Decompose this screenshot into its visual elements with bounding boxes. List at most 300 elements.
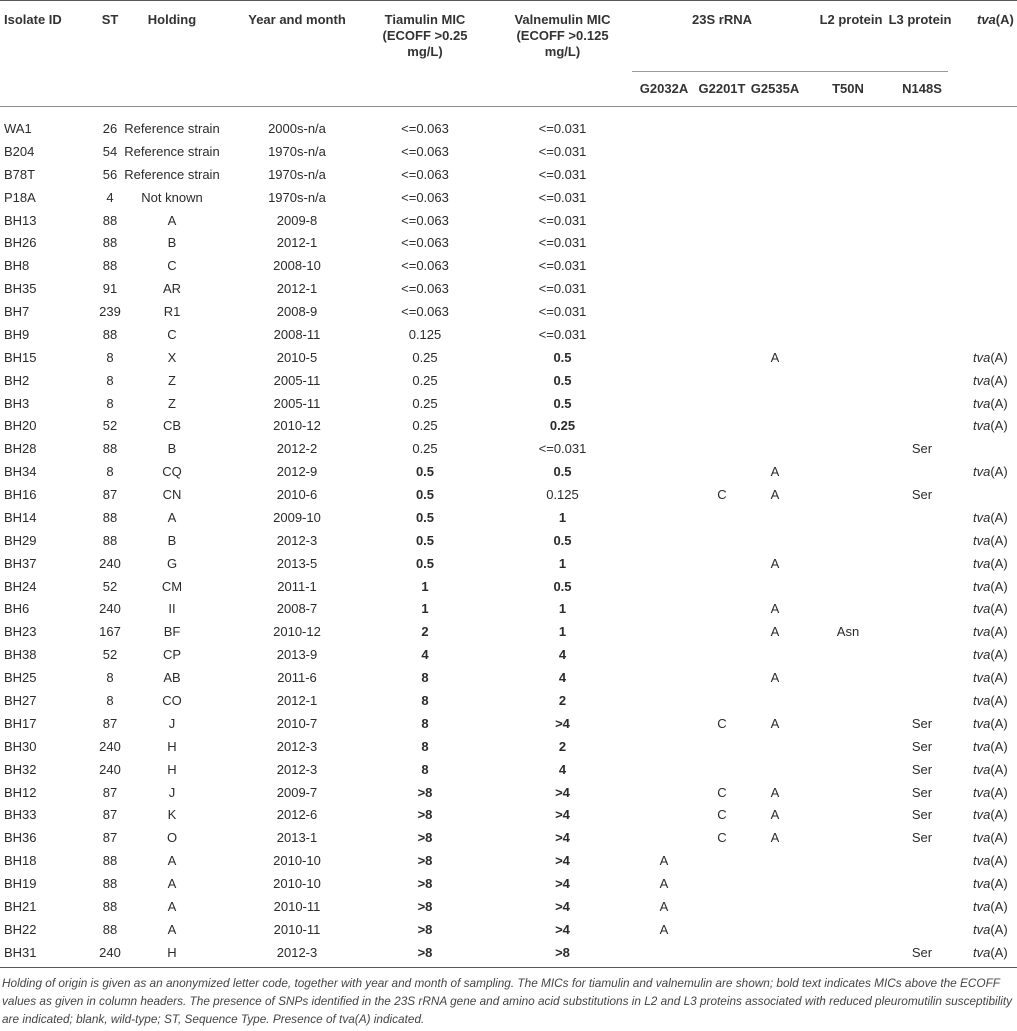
cell-st: 239	[99, 304, 121, 319]
cell-g2535a: A	[770, 830, 780, 845]
cell-tva-italic: tva	[973, 945, 991, 960]
cell-year-month: 2009-7	[276, 785, 318, 800]
cell-holding: A	[167, 922, 177, 937]
cell-st: 8	[106, 464, 114, 479]
cell-isolate-id: BH12	[4, 785, 37, 800]
cell-valnemulin: >4	[555, 807, 570, 822]
cell-tiamulin: 0.25	[412, 373, 438, 388]
cell-g2535a: A	[770, 487, 780, 502]
header-year-month: Year and month	[248, 12, 346, 27]
cell-valnemulin: 2	[558, 693, 567, 708]
cell-st: 8	[106, 350, 114, 365]
cell-isolate-id: P18A	[4, 190, 36, 205]
cell-valnemulin: <=0.031	[538, 144, 587, 159]
cell-st: 8	[106, 693, 114, 708]
cell-tiamulin: <=0.063	[401, 144, 449, 159]
cell-tva-italic: tva	[973, 830, 991, 845]
cell-valnemulin: 0.125	[546, 487, 579, 502]
cell-isolate-id: BH16	[4, 487, 37, 502]
cell-year-month: 2010-11	[273, 922, 321, 937]
cell-tva-italic: tva	[973, 807, 991, 822]
cell-valnemulin: 1	[558, 624, 567, 639]
cell-holding: CP	[162, 647, 182, 662]
cell-valnemulin: >4	[555, 899, 570, 914]
cell-tiamulin: <=0.063	[401, 281, 449, 296]
cell-isolate-id: BH2	[4, 373, 30, 388]
cell-tva-suffix: (A)	[990, 556, 1008, 571]
cell-n148s: Ser	[911, 487, 933, 502]
cell-isolate-id: B204	[4, 144, 35, 159]
cell-tva	[973, 556, 1008, 572]
header-tiamulin-mic	[365, 12, 485, 60]
cell-st: 88	[102, 876, 118, 891]
cell-g2032a: A	[659, 853, 669, 868]
cell-tva	[973, 899, 1008, 915]
cell-holding: H	[167, 945, 177, 960]
cell-tva-italic: tva	[973, 350, 991, 365]
cell-tiamulin: <=0.063	[401, 304, 449, 319]
cell-valnemulin: 0.5	[553, 373, 572, 388]
cell-n148s: Ser	[911, 945, 933, 960]
cell-holding: B	[167, 441, 177, 456]
header-isolate-id: Isolate ID	[4, 12, 62, 27]
cell-tiamulin: 2	[421, 624, 429, 639]
cell-tva-suffix: (A)	[990, 945, 1008, 960]
cell-st: 52	[102, 647, 118, 662]
cell-isolate-id: BH38	[4, 647, 37, 662]
cell-holding: B	[167, 533, 177, 548]
cell-valnemulin: >4	[555, 876, 570, 891]
cell-holding: G	[166, 556, 178, 571]
cell-tiamulin: <=0.063	[401, 121, 449, 136]
cell-g2535a: A	[770, 556, 780, 571]
cell-year-month: 2013-5	[276, 556, 318, 571]
cell-st: 88	[102, 235, 118, 250]
cell-tva	[973, 373, 1008, 389]
cell-valnemulin: <=0.031	[538, 121, 587, 136]
cell-holding: Z	[168, 373, 176, 388]
cell-isolate-id: BH8	[4, 258, 30, 273]
cell-holding: K	[167, 807, 177, 822]
cell-tva-italic: tva	[973, 373, 991, 388]
header-l2-protein: L2 protein	[819, 12, 883, 27]
cell-tva-italic: tva	[973, 762, 991, 777]
cell-st: 88	[102, 258, 118, 273]
cell-year-month: 2000s-n/a	[268, 121, 326, 136]
cell-tiamulin: <=0.063	[401, 213, 449, 228]
cell-valnemulin: >4	[555, 853, 570, 868]
cell-holding: O	[166, 830, 178, 845]
cell-tva	[973, 945, 1008, 961]
cell-isolate-id: BH6	[4, 601, 30, 616]
header-n148s: N148S	[902, 81, 942, 96]
cell-n148s: Ser	[911, 739, 933, 754]
cell-year-month: 2012-3	[276, 945, 318, 960]
cell-holding: A	[167, 510, 177, 525]
cell-tva-suffix: (A)	[990, 762, 1008, 777]
cell-st: 88	[102, 213, 118, 228]
cell-tiamulin: 0.5	[415, 510, 435, 525]
cell-tva-italic: tva	[973, 464, 991, 479]
table-caption: Holding of origin is given as an anonymized letter code, together with year and month of sampling. The MICs for tiamulin and valnemulin are shown; bold text indicates MICs above the ECOFF values as given in column headers. The presence of SNPs identified in the 23S rRNA gene and amino acid substitutions in L2 and L3 proteins associated with reduced pleuromutilin susceptibility are indicated; blank, wild-type; ST, Sequence Type. Presence of tva(A) indicated.	[2, 976, 1013, 1026]
cell-tva-italic: tva	[973, 647, 991, 662]
cell-tva-suffix: (A)	[990, 373, 1008, 388]
cell-tva-italic: tva	[973, 418, 991, 433]
cell-tva-italic: tva	[973, 624, 991, 639]
header-tva-suffix: (A)	[995, 12, 1014, 27]
cell-tva-suffix: (A)	[990, 853, 1008, 868]
header-23s-rrna: 23S rRNA	[692, 12, 752, 27]
cell-g2535a: A	[770, 350, 780, 365]
header-tiamulin-line-1: Tiamulin MIC	[384, 12, 466, 27]
cell-g2535a: A	[770, 624, 780, 639]
cell-tva	[973, 350, 1008, 366]
cell-isolate-id: BH33	[4, 807, 37, 822]
cell-year-month: 2012-9	[276, 464, 318, 479]
cell-tva-suffix: (A)	[990, 464, 1008, 479]
cell-g2535a: A	[770, 785, 780, 800]
cell-valnemulin: >4	[555, 830, 570, 845]
cell-tva	[973, 579, 1008, 595]
cell-isolate-id: BH28	[4, 441, 37, 456]
cell-holding: A	[167, 213, 177, 228]
header-tva	[977, 12, 1014, 28]
cell-tiamulin: >8	[417, 807, 433, 822]
cell-st: 8	[106, 373, 114, 388]
cell-tva-italic: tva	[973, 739, 991, 754]
cell-g2535a: A	[770, 670, 780, 685]
cell-holding: A	[167, 876, 177, 891]
cell-year-month: 2012-1	[276, 693, 318, 708]
cell-valnemulin: <=0.031	[538, 167, 587, 182]
subheader-divider	[632, 71, 948, 72]
cell-tiamulin: 0.5	[415, 533, 435, 548]
cell-st: 4	[106, 190, 114, 205]
cell-g2032a: A	[659, 899, 669, 914]
cell-st: 88	[102, 899, 118, 914]
cell-year-month: 2010-11	[273, 899, 321, 914]
cell-g2201t: C	[717, 716, 727, 731]
cell-valnemulin: <=0.031	[538, 190, 587, 205]
cell-tiamulin: 1	[421, 579, 429, 594]
cell-year-month: 2010-5	[276, 350, 318, 365]
cell-st: 240	[99, 762, 121, 777]
cell-st: 88	[102, 327, 118, 342]
cell-isolate-id: WA1	[4, 121, 32, 136]
cell-year-month: 2011-6	[277, 670, 317, 685]
cell-tiamulin: 8	[421, 693, 429, 708]
cell-tva	[973, 830, 1008, 846]
cell-holding: Reference strain	[124, 167, 220, 182]
cell-isolate-id: BH23	[4, 624, 37, 639]
header-g2032a: G2032A	[639, 81, 689, 96]
cell-valnemulin: <=0.031	[538, 213, 587, 228]
cell-g2201t: C	[717, 807, 727, 822]
cell-year-month: 2005-11	[273, 373, 321, 388]
cell-tva	[973, 396, 1008, 412]
cell-st: 52	[102, 579, 118, 594]
cell-valnemulin: 1	[558, 556, 567, 571]
cell-holding: J	[168, 716, 176, 731]
cell-tva-suffix: (A)	[990, 396, 1008, 411]
cell-g2032a: A	[659, 876, 669, 891]
cell-holding: R1	[163, 304, 181, 319]
cell-holding: AB	[163, 670, 181, 685]
header-valnemulin-line-3: mg/L)	[544, 44, 581, 59]
cell-valnemulin: <=0.031	[538, 258, 587, 273]
cell-tiamulin: <=0.063	[401, 190, 449, 205]
cell-year-month: 2011-1	[277, 579, 317, 594]
cell-holding: A	[167, 853, 177, 868]
cell-tiamulin: <=0.063	[401, 258, 449, 273]
cell-year-month: 2010-10	[273, 853, 321, 868]
cell-holding: C	[167, 258, 177, 273]
cell-isolate-id: BH36	[4, 830, 37, 845]
cell-t50n: Asn	[836, 624, 860, 639]
cell-g2535a: A	[770, 464, 780, 479]
cell-tva	[973, 647, 1008, 663]
cell-holding: J	[168, 785, 176, 800]
header-bottom-border	[0, 106, 1017, 107]
cell-tiamulin: 0.5	[415, 556, 435, 571]
cell-tiamulin: 8	[421, 716, 429, 731]
cell-tva	[973, 464, 1008, 480]
cell-st: 87	[102, 785, 118, 800]
cell-year-month: 2012-1	[276, 235, 318, 250]
cell-isolate-id: BH15	[4, 350, 37, 365]
cell-year-month: 2005-11	[273, 396, 321, 411]
cell-st: 52	[102, 418, 118, 433]
cell-tiamulin: >8	[417, 945, 433, 960]
cell-tva	[973, 693, 1008, 709]
cell-tva-italic: tva	[973, 396, 991, 411]
cell-tva-italic: tva	[973, 556, 991, 571]
cell-year-month: 2010-6	[276, 487, 318, 502]
cell-valnemulin: 0.5	[553, 396, 572, 411]
cell-valnemulin: >4	[555, 785, 570, 800]
cell-year-month: 2013-1	[276, 830, 318, 845]
cell-year-month: 2012-3	[276, 739, 318, 754]
cell-st: 56	[102, 167, 118, 182]
cell-year-month: 2012-6	[276, 807, 318, 822]
cell-isolate-id: BH9	[4, 327, 30, 342]
header-valnemulin-mic	[500, 12, 625, 60]
cell-tva-italic: tva	[973, 601, 991, 616]
cell-year-month: 2012-3	[276, 762, 318, 777]
cell-st: 240	[99, 601, 121, 616]
cell-tva-suffix: (A)	[990, 830, 1008, 845]
cell-tva	[973, 601, 1008, 617]
cell-tva	[973, 418, 1008, 434]
cell-tiamulin: >8	[417, 922, 433, 937]
header-valnemulin-line-2: (ECOFF >0.125	[516, 28, 609, 43]
cell-tva	[973, 876, 1008, 892]
cell-tva	[973, 624, 1008, 640]
cell-tva-italic: tva	[973, 876, 991, 891]
cell-st: 8	[106, 396, 114, 411]
cell-holding: CM	[161, 579, 183, 594]
cell-g2032a: A	[659, 922, 669, 937]
cell-g2201t: C	[717, 487, 727, 502]
cell-isolate-id: BH22	[4, 922, 37, 937]
cell-isolate-id: BH25	[4, 670, 37, 685]
cell-year-month: 2010-10	[273, 876, 321, 891]
table-top-border	[0, 0, 1017, 1]
cell-tva-italic: tva	[973, 853, 991, 868]
cell-tva-italic: tva	[973, 922, 991, 937]
cell-isolate-id: BH7	[4, 304, 30, 319]
cell-tiamulin: <=0.063	[401, 167, 449, 182]
cell-year-month: 2012-2	[276, 441, 318, 456]
cell-valnemulin: <=0.031	[538, 441, 587, 456]
cell-isolate-id: BH13	[4, 213, 37, 228]
cell-st: 87	[102, 807, 118, 822]
cell-tva	[973, 807, 1008, 823]
cell-isolate-id: BH18	[4, 853, 37, 868]
cell-year-month: 2008-10	[273, 258, 321, 273]
cell-tva	[973, 785, 1008, 801]
cell-tiamulin: 0.25	[412, 441, 438, 456]
cell-holding: Z	[168, 396, 176, 411]
cell-tva-italic: tva	[973, 510, 991, 525]
cell-holding: A	[167, 899, 177, 914]
cell-st: 240	[99, 739, 121, 754]
cell-st: 240	[99, 556, 121, 571]
cell-isolate-id: B78T	[4, 167, 36, 182]
cell-holding: AR	[162, 281, 182, 296]
cell-tva-italic: tva	[973, 785, 991, 800]
cell-year-month: 2012-3	[276, 533, 318, 548]
cell-holding: CB	[162, 418, 182, 433]
cell-st: 26	[102, 121, 118, 136]
cell-valnemulin: 0.5	[553, 533, 572, 548]
cell-g2201t: C	[717, 830, 727, 845]
cell-tiamulin: 8	[421, 739, 429, 754]
cell-tva-suffix: (A)	[990, 739, 1008, 754]
cell-holding: C	[167, 327, 177, 342]
cell-tva-suffix: (A)	[990, 693, 1008, 708]
cell-st: 87	[102, 716, 118, 731]
cell-tiamulin: 0.125	[408, 327, 442, 342]
cell-tva-suffix: (A)	[990, 647, 1008, 662]
cell-st: 88	[102, 853, 118, 868]
cell-year-month: 2008-7	[276, 601, 318, 616]
cell-valnemulin: 4	[558, 670, 567, 685]
cell-tva-suffix: (A)	[990, 922, 1008, 937]
cell-tva-suffix: (A)	[990, 533, 1008, 548]
cell-holding: CQ	[162, 464, 182, 479]
cell-tva-suffix: (A)	[990, 670, 1008, 685]
header-holding: Holding	[147, 12, 197, 27]
cell-st: 91	[102, 281, 118, 296]
cell-isolate-id: BH17	[4, 716, 37, 731]
cell-st: 88	[102, 441, 118, 456]
cell-st: 87	[102, 830, 118, 845]
header-tiamulin-line-2: (ECOFF >0.25	[382, 28, 468, 43]
cell-tiamulin: >8	[417, 876, 433, 891]
cell-tiamulin: 0.5	[415, 487, 435, 502]
cell-tva	[973, 922, 1008, 938]
cell-tva-suffix: (A)	[990, 510, 1008, 525]
cell-year-month: 2008-9	[276, 304, 318, 319]
cell-tva	[973, 739, 1008, 755]
cell-tiamulin: 8	[421, 670, 429, 685]
header-tva-italic: tva	[977, 12, 996, 27]
cell-valnemulin: <=0.031	[538, 235, 587, 250]
cell-holding: Not known	[141, 190, 203, 205]
cell-tva	[973, 670, 1008, 686]
cell-tva-suffix: (A)	[990, 579, 1008, 594]
cell-st: 167	[99, 624, 121, 639]
cell-isolate-id: BH37	[4, 556, 37, 571]
cell-tva	[973, 716, 1008, 732]
header-g2201t: G2201T	[698, 81, 746, 96]
cell-st: 88	[102, 922, 118, 937]
cell-valnemulin: >8	[555, 945, 570, 960]
cell-tva	[973, 762, 1008, 778]
header-tiamulin-line-3: mg/L)	[407, 44, 443, 59]
cell-isolate-id: BH19	[4, 876, 37, 891]
cell-holding: X	[167, 350, 177, 365]
cell-st: 8	[106, 670, 114, 685]
cell-year-month: 1970s-n/a	[268, 190, 326, 205]
cell-tiamulin: 0.5	[415, 464, 435, 479]
cell-tva-suffix: (A)	[990, 601, 1008, 616]
cell-isolate-id: BH20	[4, 418, 37, 433]
cell-isolate-id: BH26	[4, 235, 37, 250]
cell-tiamulin: <=0.063	[401, 235, 449, 250]
cell-isolate-id: BH24	[4, 579, 37, 594]
cell-tva-suffix: (A)	[990, 876, 1008, 891]
cell-tva-suffix: (A)	[990, 807, 1008, 822]
cell-n148s: Ser	[911, 762, 933, 777]
cell-valnemulin: 0.5	[553, 464, 572, 479]
cell-holding: CN	[162, 487, 182, 502]
cell-tva	[973, 853, 1008, 869]
cell-holding: Reference strain	[124, 144, 220, 159]
cell-tva-suffix: (A)	[990, 716, 1008, 731]
header-st: ST	[101, 12, 119, 27]
header-valnemulin-line-1: Valnemulin MIC	[514, 12, 611, 27]
cell-holding: II	[168, 601, 176, 616]
cell-valnemulin: >4	[555, 922, 570, 937]
cell-isolate-id: BH21	[4, 899, 37, 914]
cell-year-month: 2012-1	[276, 281, 318, 296]
cell-tva-suffix: (A)	[990, 624, 1008, 639]
cell-tva-suffix: (A)	[990, 418, 1008, 433]
cell-valnemulin: <=0.031	[538, 304, 587, 319]
cell-tva-italic: tva	[973, 533, 991, 548]
table-bottom-border	[0, 967, 1017, 968]
cell-tiamulin: >8	[417, 830, 433, 845]
cell-g2535a: A	[770, 807, 780, 822]
cell-tiamulin: 0.25	[412, 418, 438, 433]
cell-tiamulin: >8	[417, 899, 433, 914]
cell-holding: BF	[163, 624, 181, 639]
cell-st: 240	[99, 945, 121, 960]
cell-holding: Reference strain	[124, 121, 220, 136]
cell-year-month: 2010-12	[273, 418, 321, 433]
cell-tva-suffix: (A)	[990, 785, 1008, 800]
cell-year-month: 2010-12	[273, 624, 321, 639]
cell-n148s: Ser	[911, 785, 933, 800]
cell-isolate-id: BH35	[4, 281, 37, 296]
cell-isolate-id: BH30	[4, 739, 37, 754]
cell-n148s: Ser	[911, 716, 933, 731]
cell-tva	[973, 533, 1008, 549]
cell-tiamulin: >8	[417, 853, 433, 868]
cell-g2201t: C	[717, 785, 727, 800]
